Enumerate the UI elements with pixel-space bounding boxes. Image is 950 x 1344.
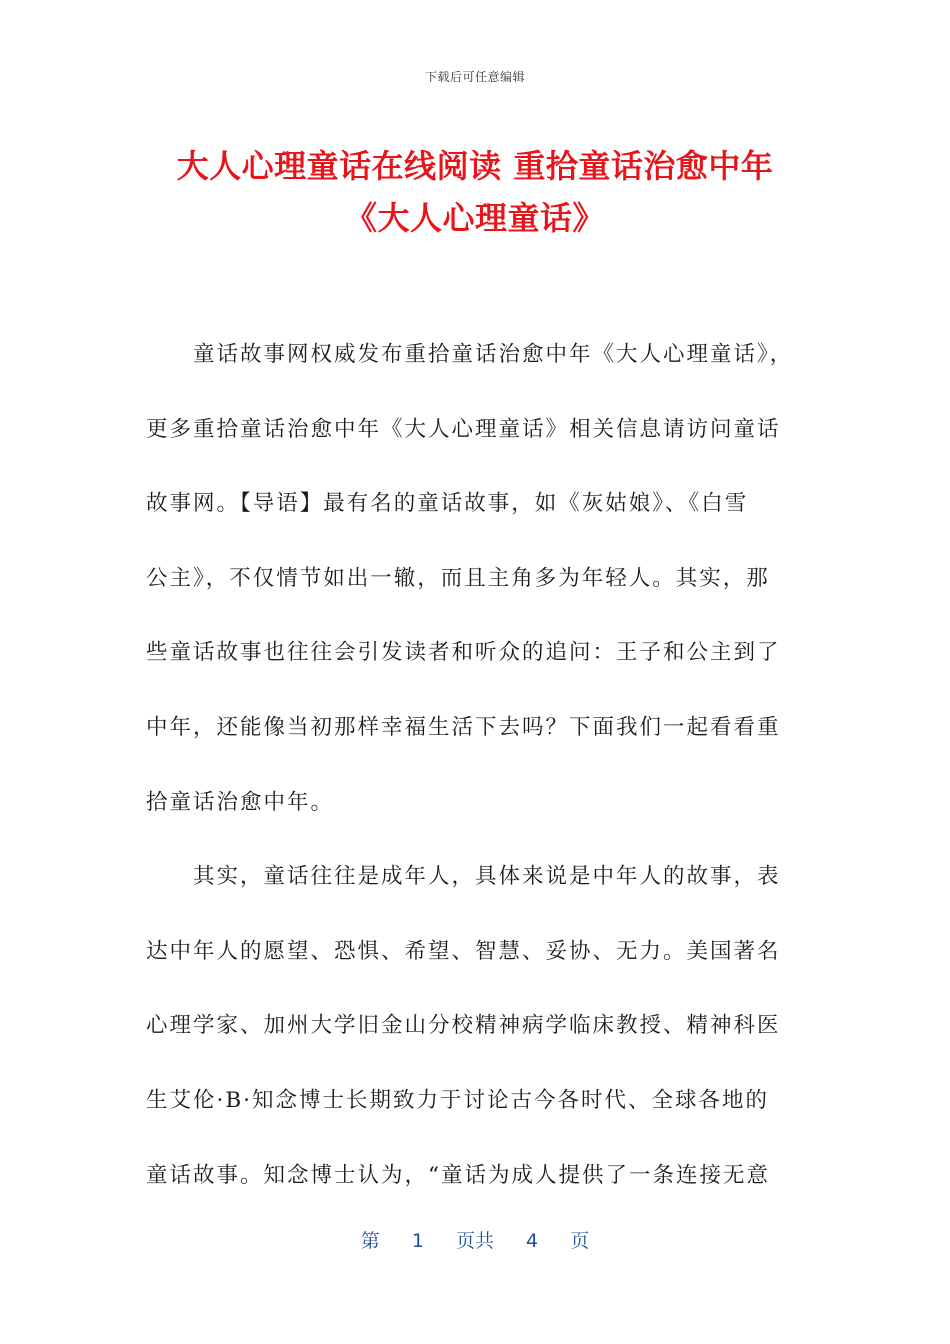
footer-current-page: 1 <box>411 1230 424 1252</box>
body-line: 故事网。【导语】最有名的童话故事，如《灰姑娘》、《白雪 <box>146 491 749 517</box>
document-title <box>120 140 830 244</box>
page-footer <box>0 1226 950 1253</box>
body-line: 达中年人的愿望、恐惧、希望、智慧、妥协、无力。美国著名 <box>146 938 781 964</box>
title-line-2: 《大人心理童话》 <box>344 199 605 237</box>
footer-total-pages: 4 <box>526 1230 539 1252</box>
body-line: 其实，童话往往是成年人，具体来说是中年人的故事，表 <box>146 864 781 890</box>
body-line: 童话故事网权威发布重拾童话治愈中年《大人心理童话》， <box>146 342 794 367</box>
body-text <box>146 318 806 1213</box>
footer-suffix: 页 <box>570 1230 590 1252</box>
title-line-1: 大人心理童话在线阅读 重拾童话治愈中年 <box>176 147 774 185</box>
body-line: 拾童话治愈中年。 <box>146 789 335 815</box>
body-line: 些童话故事也往往会引发读者和听众的追问：王子和公主到了 <box>146 640 781 666</box>
body-line: 更多重拾童话治愈中年《大人心理童话》相关信息请访问童话 <box>146 416 781 442</box>
header-note: 下载后可任意编辑 <box>424 70 525 84</box>
footer-middle: 页共 <box>455 1230 494 1252</box>
body-line: 心理学家、加州大学旧金山分校精神病学临床教授、精神科医 <box>146 1013 781 1039</box>
body-line: 童话故事。知念博士认为，“童话为成人提供了一条连接无意 <box>146 1162 770 1188</box>
body-line: 中年，还能像当初那样幸福生活下去吗？下面我们一起看看重 <box>146 714 781 740</box>
footer-prefix: 第 <box>360 1230 380 1252</box>
body-line: 公主》，不仅情节如出一辙，而且主角多为年轻人。其实，那 <box>146 565 770 591</box>
body-line: 生艾伦·B·知念博士长期致力于讨论古今各时代、全球各地的 <box>146 1087 769 1113</box>
